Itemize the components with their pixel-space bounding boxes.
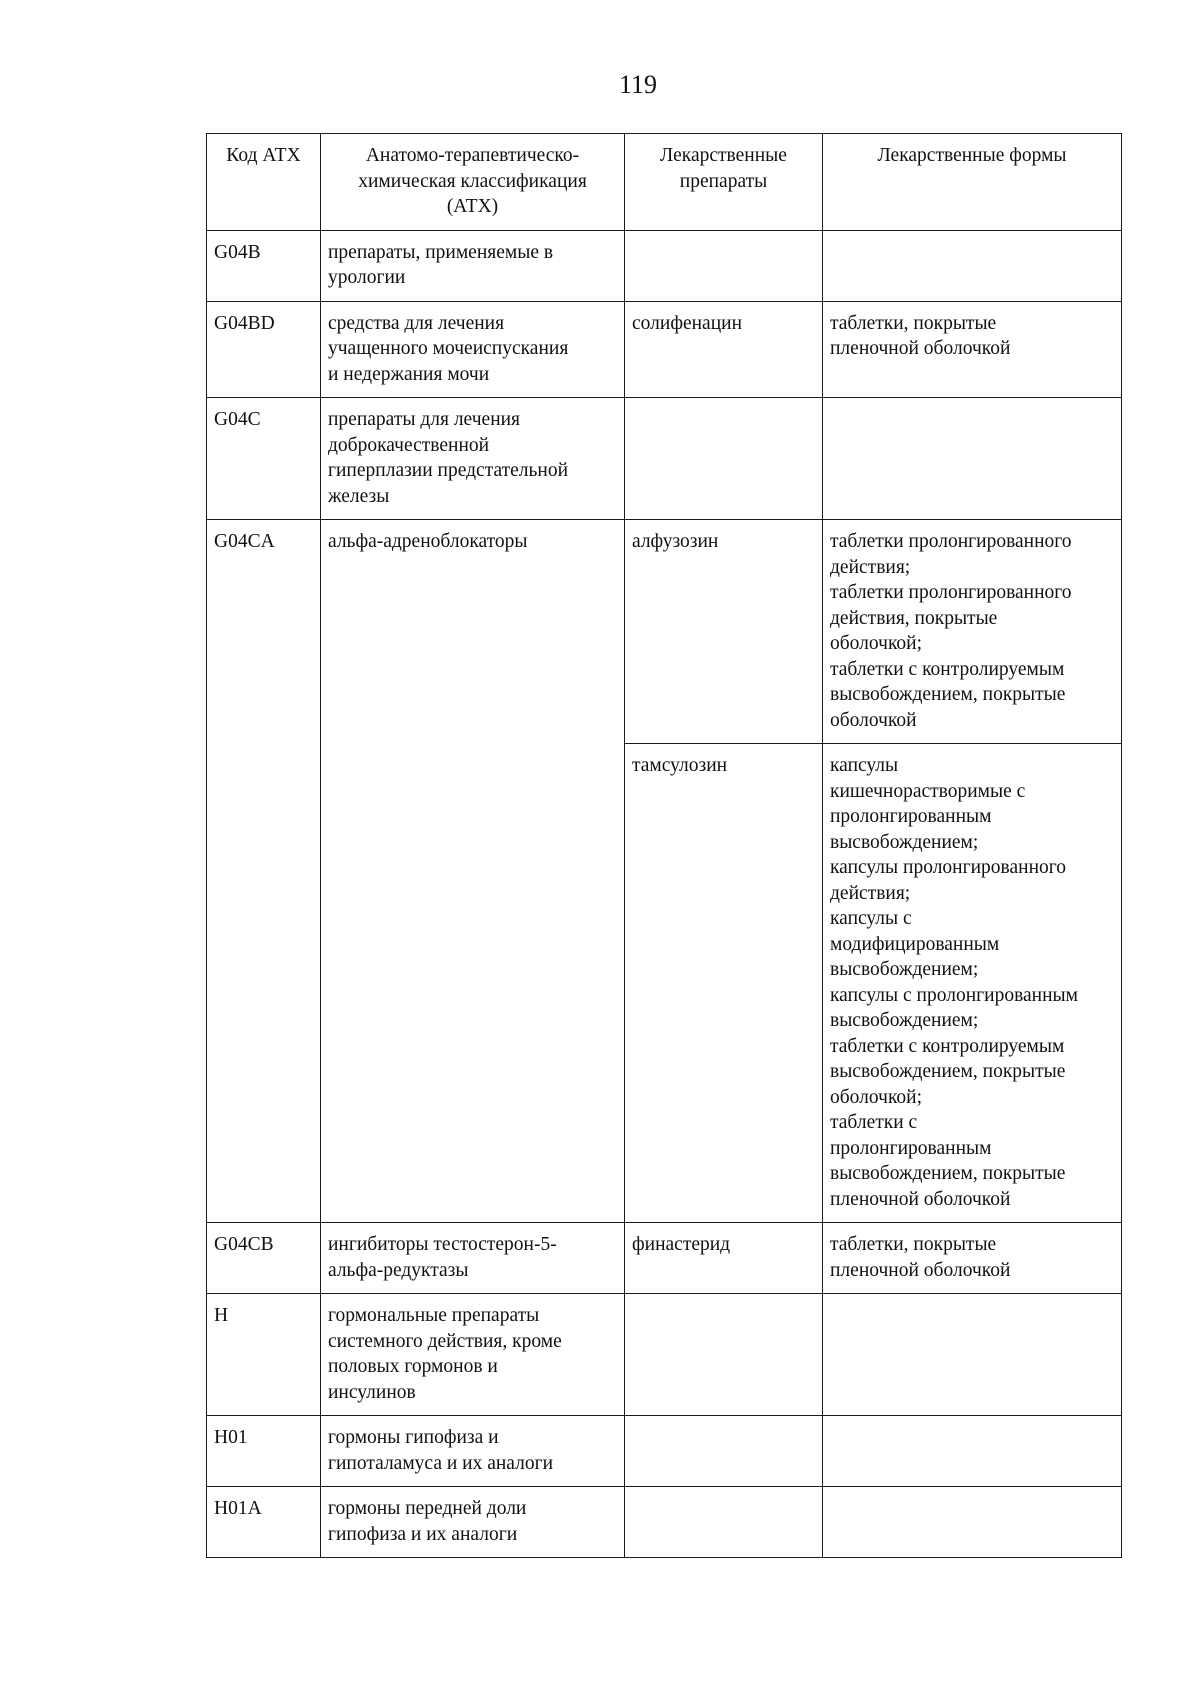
cell-classification: препараты для лечения доброкачественной гиперплазии предстательной железы <box>321 398 625 520</box>
cell-drugs <box>625 1487 823 1558</box>
header-drugs: Лекарственные препараты <box>625 134 823 231</box>
cell-drugs: алфузозин <box>625 520 823 744</box>
cell-classification: гормоны передней доли гипофиза и их аналоги <box>321 1487 625 1558</box>
cell-forms <box>823 230 1122 301</box>
header-forms: Лекарственные формы <box>823 134 1122 231</box>
cell-drugs <box>625 1294 823 1416</box>
table-row <box>207 520 1122 744</box>
cell-drugs <box>625 1416 823 1487</box>
table-row <box>207 230 1122 301</box>
cell-code: H01A <box>207 1487 321 1558</box>
cell-drugs: тамсулозин <box>625 744 823 1223</box>
cell-code: H <box>207 1294 321 1416</box>
table-row <box>207 398 1122 520</box>
cell-drugs: финастерид <box>625 1223 823 1294</box>
table-row <box>207 1416 1122 1487</box>
table-row <box>207 1487 1122 1558</box>
cell-forms <box>823 398 1122 520</box>
cell-forms <box>823 1487 1122 1558</box>
cell-code: H01 <box>207 1416 321 1487</box>
cell-forms: таблетки, покрытые пленочной оболочкой <box>823 1223 1122 1294</box>
atx-table <box>206 133 1122 1558</box>
cell-forms <box>823 1416 1122 1487</box>
page-number: 119 <box>618 70 658 99</box>
cell-drugs: солифенацин <box>625 301 823 398</box>
cell-code: G04B <box>207 230 321 301</box>
cell-forms: таблетки, покрытые пленочной оболочкой <box>823 301 1122 398</box>
cell-classification: средства для лечения учащенного мочеиспускания и недержания мочи <box>321 301 625 398</box>
header-classification: Анатомо-терапевтическо- химическая классификация (АТХ) <box>321 134 625 231</box>
cell-drugs <box>625 230 823 301</box>
cell-code: G04CB <box>207 1223 321 1294</box>
cell-drugs <box>625 398 823 520</box>
table-row <box>207 1223 1122 1294</box>
table-header-row <box>207 134 1122 231</box>
cell-classification: препараты, применяемые в урологии <box>321 230 625 301</box>
cell-code: G04BD <box>207 301 321 398</box>
cell-forms: капсулы кишечнорастворимые с пролонгированным высвобождением; капсулы пролонгированного действия; капсулы с модифицированным высвобождением; капсулы с пролонгированным высвобождением; таблетки с контролируемым высвобождением, покрытые оболочкой; таблетки с пролонгированным высвобождением, покрытые пленочной оболочкой <box>823 744 1122 1223</box>
cell-classification: гормональные препараты системного действия, кроме половых гормонов и инсулинов <box>321 1294 625 1416</box>
cell-forms <box>823 1294 1122 1416</box>
cell-code: G04C <box>207 398 321 520</box>
table-row <box>207 301 1122 398</box>
cell-code: G04CA <box>207 520 321 1223</box>
table-row <box>207 1294 1122 1416</box>
cell-classification: ингибиторы тестостерон-5- альфа-редуктазы <box>321 1223 625 1294</box>
cell-classification: альфа-адреноблокаторы <box>321 520 625 1223</box>
cell-classification: гормоны гипофиза и гипоталамуса и их аналоги <box>321 1416 625 1487</box>
header-code: Код АТХ <box>207 134 321 231</box>
cell-forms: таблетки пролонгированного действия; таблетки пролонгированного действия, покрытые оболочкой; таблетки с контролируемым высвобождением, покрытые оболочкой <box>823 520 1122 744</box>
